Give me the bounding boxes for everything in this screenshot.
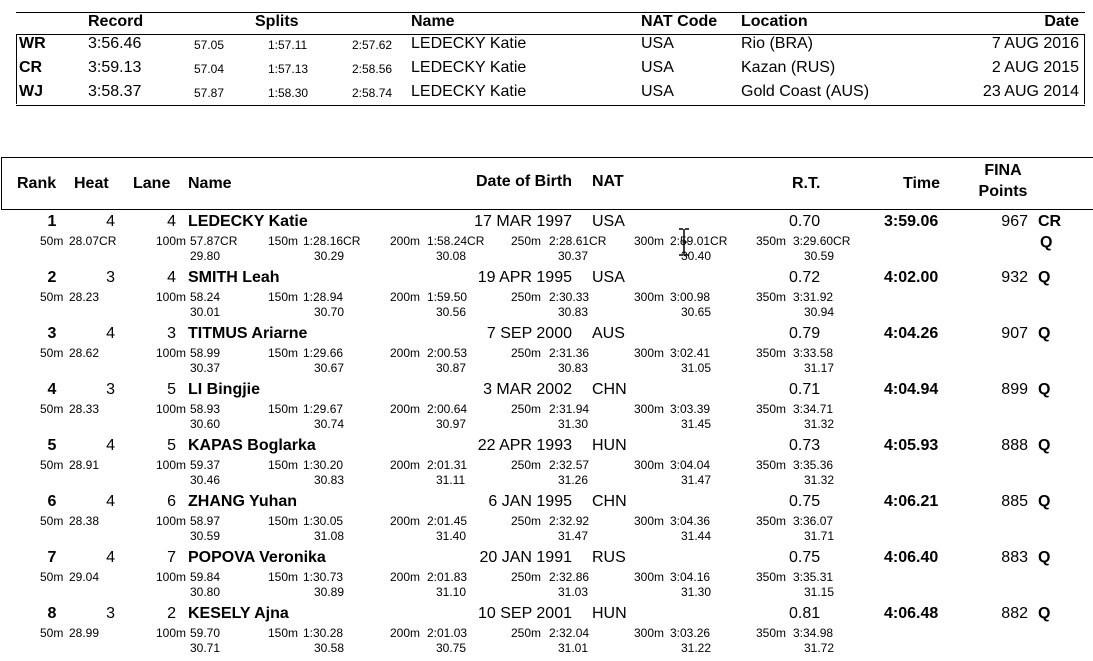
split-label-100m: 100m (156, 290, 187, 304)
split-250m: 2:32.86 (549, 570, 590, 584)
result-time: 4:05.93 (884, 437, 939, 454)
split-label-50m: 50m (40, 514, 64, 528)
record-split-3: 2:57.62 (352, 38, 393, 52)
split-label-50m: 50m (40, 402, 64, 416)
result-points: 883 (1001, 549, 1028, 566)
results-header-nat: NAT (592, 173, 624, 190)
split-350m: 3:29.60CR (793, 234, 851, 248)
split-200m: 2:00.64 (427, 402, 468, 416)
split-label-250m: 250m (511, 402, 542, 416)
split-label-300m: 300m (634, 514, 665, 528)
results-header-rt: R.T. (792, 175, 821, 192)
results-header-dob: Date of Birth (476, 173, 572, 190)
result-nat: USA (592, 213, 625, 230)
record-nat: USA (641, 35, 674, 52)
split-label-350m: 350m (756, 346, 787, 360)
split-250m: 2:32.57 (549, 458, 590, 472)
split-label-200m: 200m (390, 458, 421, 472)
result-rt: 0.79 (789, 325, 821, 342)
split-250m: 2:28.61CR (549, 234, 607, 248)
split-100m: 58.24 (190, 290, 221, 304)
split-150m: 1:30.73 (303, 570, 344, 584)
split-label-350m: 350m (756, 402, 787, 416)
record-type: WR (19, 35, 46, 52)
result-points: 899 (1001, 381, 1028, 398)
split-label-200m: 200m (390, 234, 421, 248)
records-right-border (1084, 34, 1085, 104)
record-split-1: 57.05 (194, 38, 225, 52)
lap-300m: 30.65 (681, 305, 712, 319)
result-name: POPOVA Veronika (188, 549, 326, 566)
result-lane: 5 (167, 437, 176, 454)
split-300m: 3:00.98 (670, 290, 711, 304)
records-header-location: Location (741, 13, 808, 30)
lap-150m: 31.08 (314, 529, 345, 543)
results-header-time: Time (903, 175, 941, 192)
split-100m: 59.70 (190, 626, 221, 640)
split-200m: 2:00.53 (427, 346, 468, 360)
result-rt: 0.81 (789, 605, 821, 622)
result-rank: 4 (47, 381, 57, 398)
split-label-200m: 200m (390, 514, 421, 528)
result-name: KAPAS Boglarka (188, 437, 316, 454)
lap-300m: 30.40 (681, 249, 712, 263)
lap-200m: 30.08 (436, 249, 467, 263)
records-header-date: Date (1044, 13, 1079, 30)
result-time: 4:04.26 (884, 325, 939, 342)
split-label-300m: 300m (634, 570, 665, 584)
split-100m: 57.87CR (190, 234, 238, 248)
result-flag: Q (1038, 325, 1051, 342)
result-time: 4:04.94 (884, 381, 939, 398)
split-label-50m: 50m (40, 626, 64, 640)
result-flag: CR (1038, 213, 1062, 230)
split-label-300m: 300m (634, 234, 665, 248)
split-200m: 2:01.31 (427, 458, 468, 472)
lap-150m: 30.67 (314, 361, 345, 375)
lap-250m: 31.01 (558, 641, 589, 655)
results-header-rank: Rank (17, 175, 57, 192)
split-label-150m: 150m (268, 290, 299, 304)
split-label-100m: 100m (156, 458, 187, 472)
split-200m: 1:59.50 (427, 290, 468, 304)
result-name: LI Bingjie (188, 381, 260, 398)
lap-100m: 30.80 (190, 585, 221, 599)
result-heat: 3 (106, 605, 115, 622)
split-150m: 1:28.94 (303, 290, 344, 304)
split-label-250m: 250m (511, 514, 542, 528)
record-date: 23 AUG 2014 (982, 83, 1079, 100)
lap-200m: 31.40 (436, 529, 467, 543)
lap-350m: 30.59 (804, 249, 835, 263)
result-nat: CHN (592, 381, 627, 398)
records-table (16, 12, 1085, 106)
split-50m: 28.91 (69, 458, 100, 472)
split-200m: 2:01.45 (427, 514, 468, 528)
split-300m: 3:02.41 (670, 346, 711, 360)
result-nat: USA (592, 269, 625, 286)
split-100m: 58.99 (190, 346, 221, 360)
result-rt: 0.75 (789, 493, 821, 510)
lap-150m: 30.58 (314, 641, 345, 655)
split-label-200m: 200m (390, 626, 421, 640)
split-label-50m: 50m (40, 458, 64, 472)
split-label-100m: 100m (156, 626, 187, 640)
result-heat: 4 (106, 325, 115, 342)
result-lane: 3 (167, 325, 176, 342)
record-time: 3:58.37 (88, 83, 142, 100)
split-300m: 2:59.01CR (670, 234, 728, 248)
lap-300m: 31.45 (681, 417, 712, 431)
split-50m: 29.04 (69, 570, 100, 584)
record-split-1: 57.87 (194, 86, 225, 100)
result-rt: 0.75 (789, 549, 821, 566)
result-lane: 5 (167, 381, 176, 398)
result-rt: 0.71 (789, 381, 821, 398)
split-label-50m: 50m (40, 290, 64, 304)
split-150m: 1:30.28 (303, 626, 344, 640)
lap-200m: 30.56 (436, 305, 467, 319)
result-name: SMITH Leah (188, 269, 280, 286)
result-flag-2: Q (1040, 234, 1053, 251)
split-label-150m: 150m (268, 458, 299, 472)
split-350m: 3:34.71 (793, 402, 834, 416)
text-cursor-icon (677, 228, 691, 256)
split-label-300m: 300m (634, 346, 665, 360)
lap-250m: 30.37 (558, 249, 589, 263)
lap-100m: 29.80 (190, 249, 221, 263)
record-split-2: 1:57.11 (268, 38, 308, 52)
result-rank: 8 (47, 605, 57, 622)
result-rt: 0.73 (789, 437, 821, 454)
split-250m: 2:31.94 (549, 402, 590, 416)
split-label-200m: 200m (390, 290, 421, 304)
lap-150m: 30.70 (314, 305, 345, 319)
records-header-splits: Splits (255, 13, 299, 30)
result-flag: Q (1038, 269, 1051, 286)
results-header-points-line2: Points (978, 183, 1028, 200)
split-100m: 59.37 (190, 458, 221, 472)
record-split-1: 57.04 (194, 62, 225, 76)
split-100m: 58.93 (190, 402, 221, 416)
split-250m: 2:32.92 (549, 514, 590, 528)
result-lane: 4 (167, 269, 176, 286)
lap-200m: 30.87 (436, 361, 467, 375)
result-dob: 6 JAN 1995 (488, 493, 572, 510)
split-label-250m: 250m (511, 458, 542, 472)
split-300m: 3:04.36 (670, 514, 711, 528)
split-label-100m: 100m (156, 514, 187, 528)
split-label-150m: 150m (268, 514, 299, 528)
result-heat: 4 (106, 437, 115, 454)
records-header-name: Name (411, 13, 455, 30)
result-time: 4:06.21 (884, 493, 939, 510)
lap-350m: 31.32 (804, 473, 835, 487)
result-heat: 3 (106, 381, 115, 398)
result-points: 932 (1001, 269, 1028, 286)
record-type: CR (19, 59, 43, 76)
record-date: 2 AUG 2015 (991, 59, 1079, 76)
split-label-100m: 100m (156, 234, 187, 248)
result-lane: 4 (167, 213, 176, 230)
result-points: 882 (1001, 605, 1028, 622)
lap-350m: 31.15 (804, 585, 835, 599)
split-label-200m: 200m (390, 346, 421, 360)
result-name: LEDECKY Katie (188, 213, 308, 230)
result-flag: Q (1038, 381, 1051, 398)
result-time: 3:59.06 (884, 213, 939, 230)
result-nat: CHN (592, 493, 627, 510)
split-350m: 3:35.36 (793, 458, 834, 472)
result-rank: 1 (47, 213, 57, 230)
split-label-100m: 100m (156, 402, 187, 416)
lap-200m: 30.97 (436, 417, 467, 431)
split-label-250m: 250m (511, 346, 542, 360)
result-points: 907 (1001, 325, 1028, 342)
split-200m: 2:01.03 (427, 626, 468, 640)
result-rank: 3 (47, 325, 57, 342)
record-name: LEDECKY Katie (411, 59, 527, 76)
record-split-3: 2:58.56 (352, 62, 393, 76)
result-points: 967 (1001, 213, 1028, 230)
record-name: LEDECKY Katie (411, 35, 527, 52)
lap-350m: 31.32 (804, 417, 835, 431)
results-header-points-line1: FINA (984, 162, 1022, 179)
split-300m: 3:04.16 (670, 570, 711, 584)
split-50m: 28.62 (69, 346, 100, 360)
split-label-150m: 150m (268, 234, 299, 248)
result-points: 885 (1001, 493, 1028, 510)
split-50m: 28.23 (69, 290, 100, 304)
split-150m: 1:30.05 (303, 514, 344, 528)
result-points: 888 (1001, 437, 1028, 454)
split-label-250m: 250m (511, 626, 542, 640)
split-300m: 3:03.39 (670, 402, 711, 416)
split-label-150m: 150m (268, 402, 299, 416)
split-50m: 28.33 (69, 402, 100, 416)
result-rank: 2 (47, 269, 57, 286)
result-heat: 4 (106, 213, 115, 230)
split-150m: 1:29.66 (303, 346, 344, 360)
lap-250m: 31.26 (558, 473, 589, 487)
lap-200m: 30.75 (436, 641, 467, 655)
split-150m: 1:28.16CR (303, 234, 361, 248)
lap-250m: 30.83 (558, 305, 589, 319)
records-header-record: Record (88, 13, 144, 30)
result-nat: HUN (592, 605, 627, 622)
result-nat: AUS (592, 325, 625, 342)
results-header-name: Name (188, 175, 232, 192)
split-label-350m: 350m (756, 458, 787, 472)
result-nat: RUS (592, 549, 626, 566)
results-header-lane: Lane (133, 175, 171, 192)
lap-300m: 31.22 (681, 641, 712, 655)
split-label-50m: 50m (40, 570, 64, 584)
split-300m: 3:04.04 (670, 458, 711, 472)
lap-300m: 31.05 (681, 361, 712, 375)
split-label-50m: 50m (40, 346, 64, 360)
split-250m: 2:30.33 (549, 290, 590, 304)
split-label-300m: 300m (634, 458, 665, 472)
result-lane: 2 (167, 605, 176, 622)
lap-100m: 30.01 (190, 305, 221, 319)
split-100m: 59.84 (190, 570, 221, 584)
lap-100m: 30.59 (190, 529, 221, 543)
result-heat: 4 (106, 493, 115, 510)
split-150m: 1:30.20 (303, 458, 344, 472)
result-rt: 0.70 (789, 213, 821, 230)
split-label-100m: 100m (156, 570, 187, 584)
lap-200m: 31.10 (436, 585, 467, 599)
result-dob: 10 SEP 2001 (477, 605, 572, 622)
record-date: 7 AUG 2016 (991, 35, 1079, 52)
lap-350m: 31.72 (804, 641, 835, 655)
lap-350m: 31.71 (804, 529, 835, 543)
split-350m: 3:35.31 (793, 570, 834, 584)
result-name: ZHANG Yuhan (188, 493, 298, 510)
lap-250m: 30.83 (558, 361, 589, 375)
split-350m: 3:33.58 (793, 346, 834, 360)
records-header-nat: NAT Code (641, 13, 718, 30)
result-lane: 6 (167, 493, 176, 510)
lap-150m: 30.89 (314, 585, 345, 599)
split-label-150m: 150m (268, 626, 299, 640)
result-flag: Q (1038, 605, 1051, 622)
record-location: Gold Coast (AUS) (741, 83, 870, 100)
split-350m: 3:31.92 (793, 290, 834, 304)
result-rank: 7 (47, 549, 57, 566)
split-label-350m: 350m (756, 290, 787, 304)
split-label-350m: 350m (756, 570, 787, 584)
record-name: LEDECKY Katie (411, 83, 527, 100)
result-dob: 17 MAR 1997 (474, 213, 572, 230)
result-heat: 4 (106, 549, 115, 566)
record-nat: USA (641, 83, 674, 100)
result-lane: 7 (167, 549, 176, 566)
lap-100m: 30.37 (190, 361, 221, 375)
result-dob: 7 SEP 2000 (486, 325, 572, 342)
lap-150m: 30.29 (314, 249, 345, 263)
split-label-250m: 250m (511, 290, 542, 304)
result-rank: 6 (47, 493, 57, 510)
split-150m: 1:29.67 (303, 402, 344, 416)
record-time: 3:59.13 (88, 59, 142, 76)
result-time: 4:06.40 (884, 549, 939, 566)
record-type: WJ (19, 83, 43, 100)
result-time: 4:06.48 (884, 605, 939, 622)
result-flag: Q (1038, 493, 1051, 510)
split-250m: 2:32.04 (549, 626, 590, 640)
lap-100m: 30.71 (190, 641, 221, 655)
split-200m: 2:01.83 (427, 570, 468, 584)
split-label-100m: 100m (156, 346, 187, 360)
lap-300m: 31.30 (681, 585, 712, 599)
result-heat: 3 (106, 269, 115, 286)
result-flag: Q (1038, 437, 1051, 454)
split-label-150m: 150m (268, 346, 299, 360)
result-nat: HUN (592, 437, 627, 454)
result-dob: 22 APR 1993 (477, 437, 572, 454)
split-50m: 28.38 (69, 514, 100, 528)
lap-150m: 30.74 (314, 417, 345, 431)
lap-100m: 30.46 (190, 473, 221, 487)
split-100m: 58.97 (190, 514, 221, 528)
result-dob: 3 MAR 2002 (483, 381, 572, 398)
split-50m: 28.99 (69, 626, 100, 640)
split-250m: 2:31.36 (549, 346, 590, 360)
result-dob: 19 APR 1995 (477, 269, 572, 286)
lap-250m: 31.47 (558, 529, 589, 543)
result-name: TITMUS Ariarne (188, 325, 308, 342)
lap-350m: 30.94 (804, 305, 835, 319)
split-label-200m: 200m (390, 570, 421, 584)
result-rank: 5 (47, 437, 57, 454)
records-header-divider (16, 34, 1085, 35)
split-200m: 1:58.24CR (427, 234, 485, 248)
record-split-3: 2:58.74 (352, 86, 393, 100)
split-300m: 3:03.26 (670, 626, 711, 640)
lap-300m: 31.47 (681, 473, 712, 487)
record-location: Kazan (RUS) (741, 59, 836, 76)
records-left-border (16, 34, 17, 104)
split-label-250m: 250m (511, 234, 542, 248)
record-nat: USA (641, 59, 674, 76)
split-350m: 3:36.07 (793, 514, 834, 528)
lap-200m: 31.11 (436, 473, 466, 487)
split-label-350m: 350m (756, 626, 787, 640)
record-split-2: 1:57.13 (268, 62, 309, 76)
result-rt: 0.72 (789, 269, 821, 286)
split-label-300m: 300m (634, 402, 665, 416)
lap-150m: 30.83 (314, 473, 345, 487)
result-time: 4:02.00 (884, 269, 939, 286)
split-label-350m: 350m (756, 234, 787, 248)
split-label-250m: 250m (511, 570, 542, 584)
record-split-2: 1:58.30 (268, 86, 309, 100)
results-header-heat: Heat (74, 175, 109, 192)
split-label-300m: 300m (634, 626, 665, 640)
result-dob: 20 JAN 1991 (479, 549, 572, 566)
result-name: KESELY Ajna (188, 605, 289, 622)
lap-250m: 31.30 (558, 417, 589, 431)
record-time: 3:56.46 (88, 35, 142, 52)
split-label-50m: 50m (40, 234, 64, 248)
split-label-150m: 150m (268, 570, 299, 584)
split-50m: 28.07CR (69, 234, 117, 248)
split-350m: 3:34.98 (793, 626, 834, 640)
lap-100m: 30.60 (190, 417, 221, 431)
split-label-200m: 200m (390, 402, 421, 416)
lap-250m: 31.03 (558, 585, 589, 599)
result-flag: Q (1038, 549, 1051, 566)
record-location: Rio (BRA) (741, 35, 814, 52)
lap-300m: 31.44 (681, 529, 712, 543)
lap-350m: 31.17 (804, 361, 835, 375)
split-label-300m: 300m (634, 290, 665, 304)
split-label-350m: 350m (756, 514, 787, 528)
